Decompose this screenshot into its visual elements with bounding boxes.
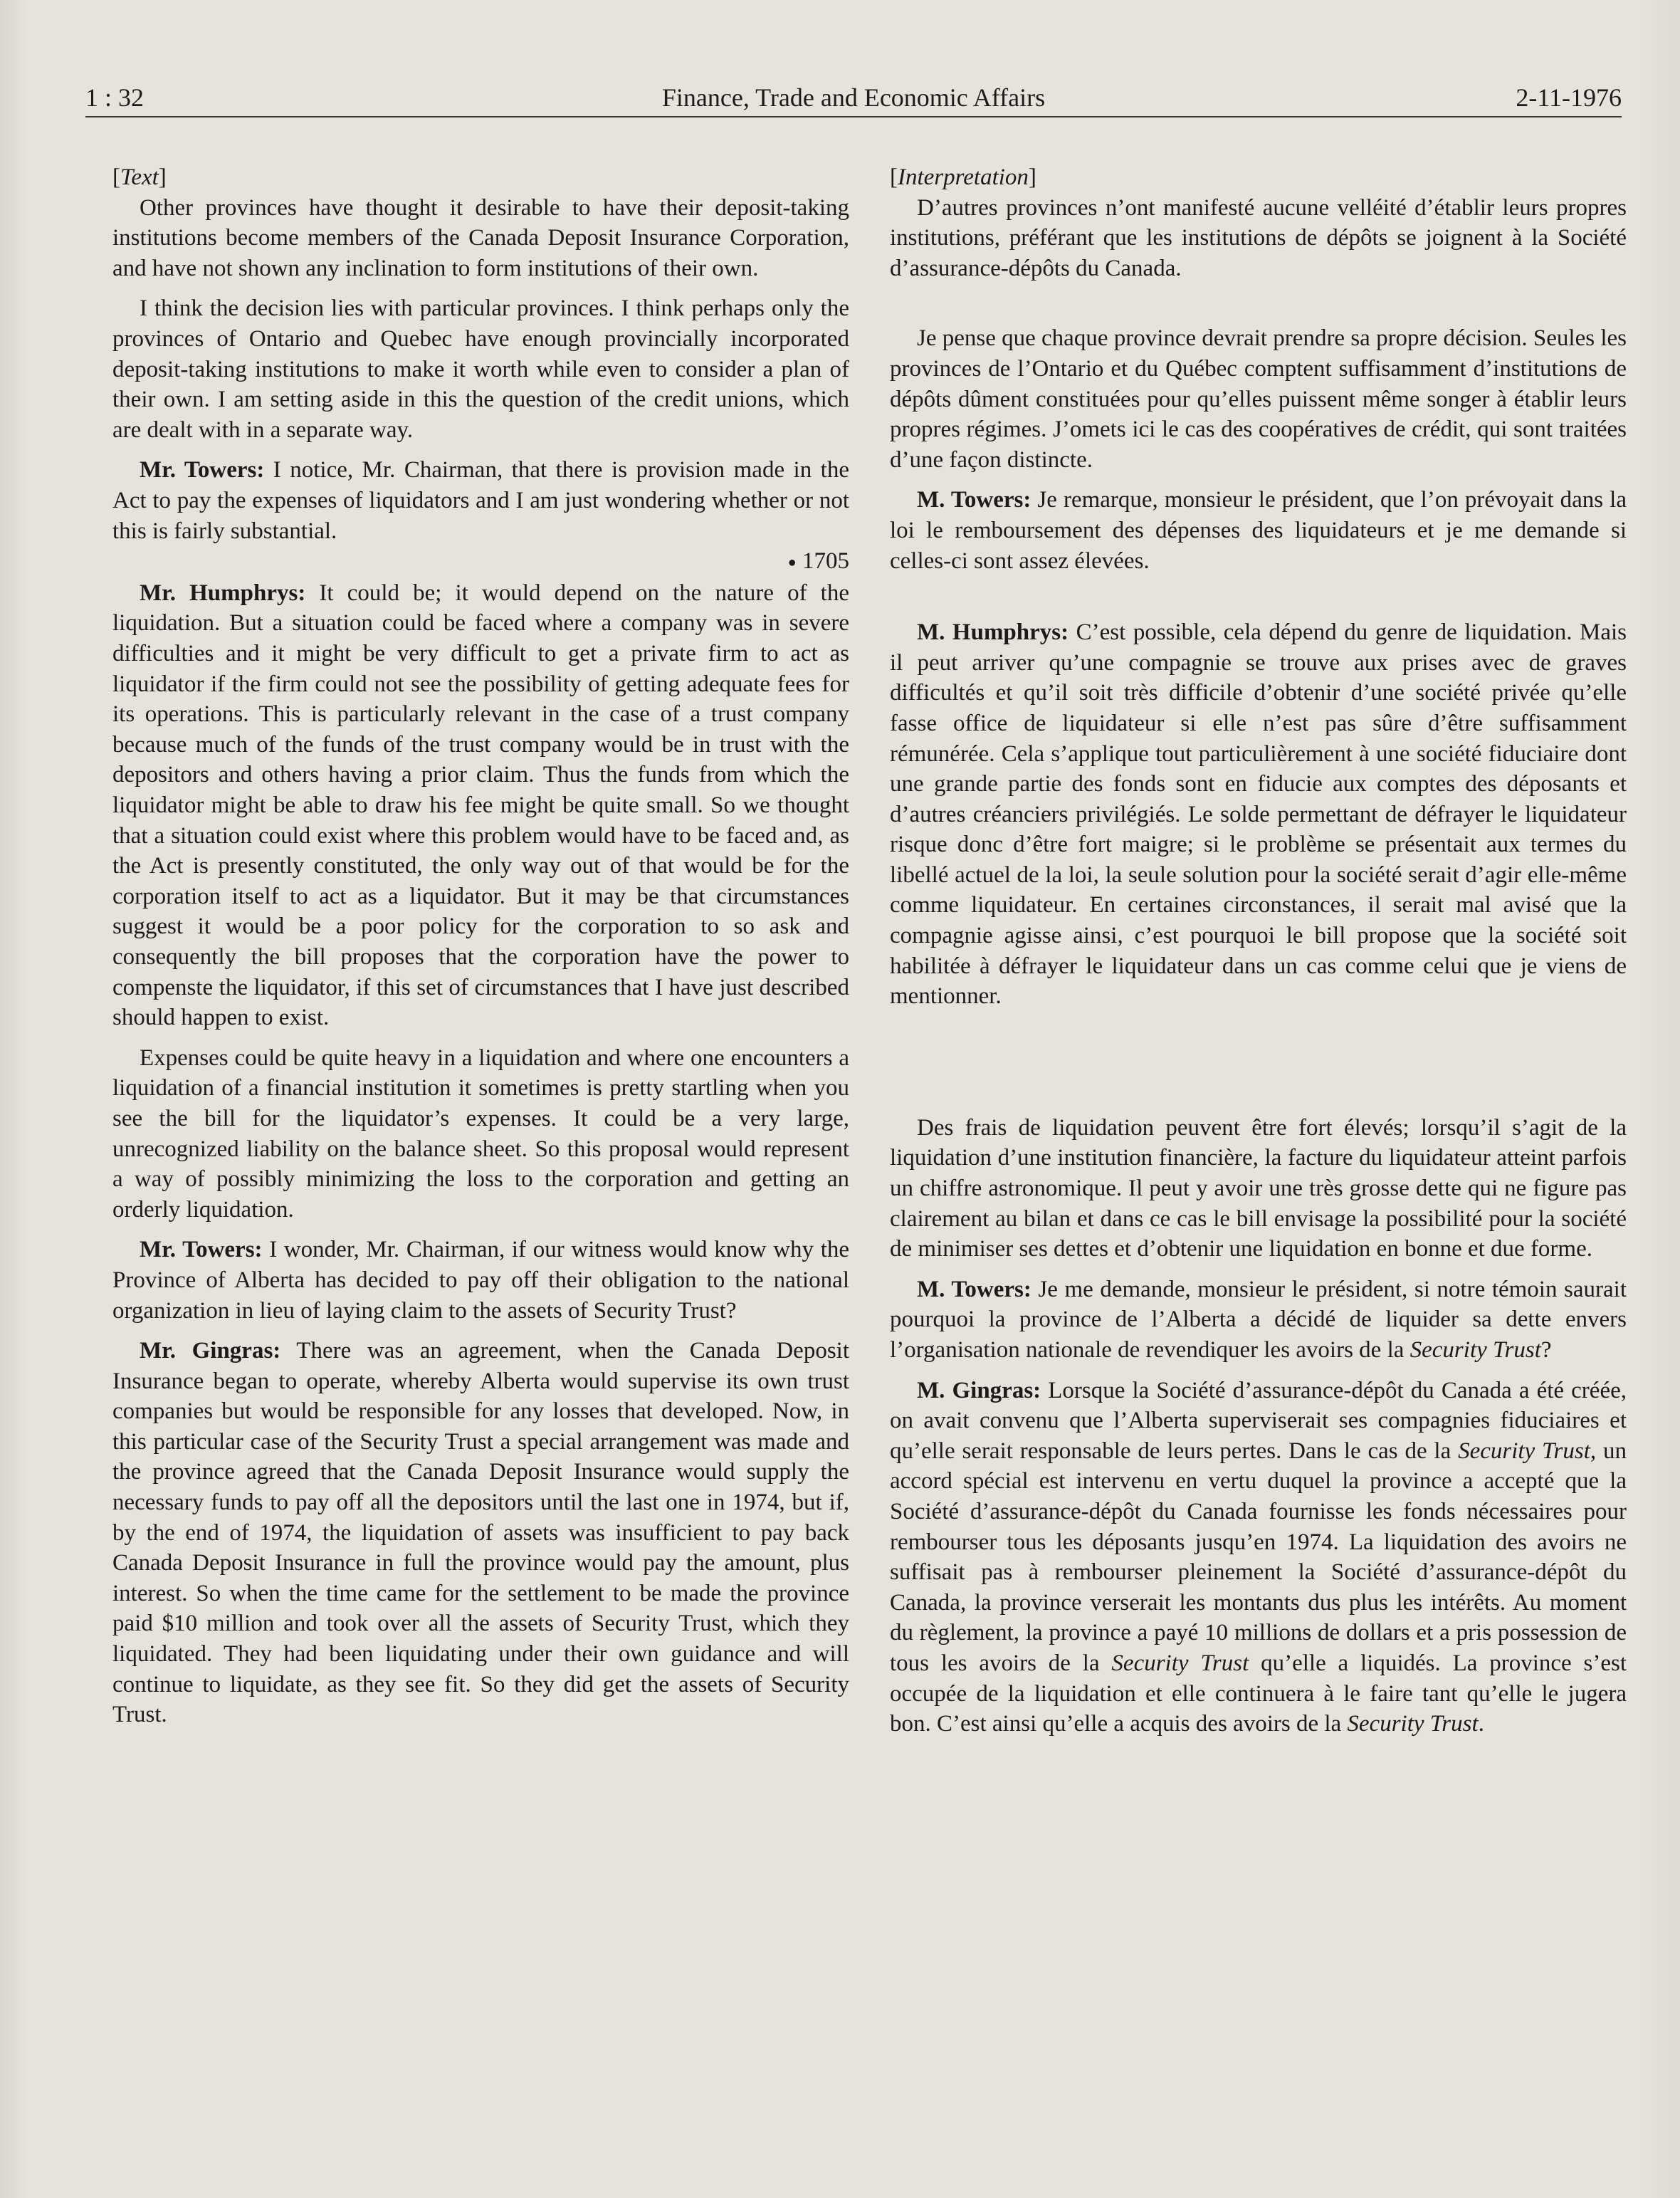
section-label-text: [Text]: [112, 164, 167, 190]
speech-text: There was an agreement, when the Canada Deposit Insurance began to operate, whereby Alberta would supervise its own trust companies but would be responsible for any losses that developed. Now, in this particular case of the Security Trust a special arrangement was made and the province agreed that the Canada Deposit Insurance would supply the necessary funds to pay off all the depositors until the last one in 1974, but if, by the end of 1974, the liquidation of assets was insufficient to pay back Canada Deposit Insurance in full the province would pay the amount, plus interest. So when the time came for the settlement to be made the province paid $10 million and took over all the assets of Security Trust, which they liquidated. They had been liquidating under their own guidance and will continue to liquidate, as they see fit. So they did get the assets of Security Trust.: [112, 1338, 849, 1728]
french-column: [890, 162, 1627, 1739]
speech-text: C’est possible, cela dépend du genre de liquidation. Mais il peut arriver qu’une compagnie se trouve aux prises avec de graves difficultés et qu’il soit très difficile d’obtenir d’une société privée qu’elle fasse office de liquidateur si elle n’est pas sûre d’être suffisamment rémunérée. Cela s’applique tout particulièrement à une société fiduciaire dont une grande partie des fonds sont en fiducie aux comptes des déposants et d’autres créanciers privilégiés. Le solde permettant de défrayer le liquidateur risque donc d’être fort maigre; si le problème se présentait aux termes du libellé actuel de la loi, la seule solution pour la société serait d’agir elle-même comme liquidateur. En certaines circonstances, il serait mal avisé que la compagnie agisse ainsi, c’est pourquoi le bill propose que la société soit habilitée à défrayer le liquidateur dans un cas comme celui que je viens de mentionner.: [890, 619, 1627, 1010]
speaker-name: Mr. Gingras:: [140, 1338, 281, 1364]
speech-text: Je remarque, monsieur le président, que l’on prévoyait dans la loi le remboursement des dépenses des liquidateurs et je me demande si celles-ci sont assez élevées.: [890, 487, 1627, 574]
timestamp: ● 1705: [787, 548, 849, 575]
page-date: 2-11-1976: [1516, 83, 1622, 112]
paragraph: Des frais de liquidation peuvent être fort élevés; lorsqu’il s’agit de la liquidation d’une institution financière, la facture du liquidateur atteint parfois un chiffre astronomique. Il peut y avoir une très grosse dette qui ne figure pas clairement au bilan et dans ce cas le bill envisage la possibilité pour la société de minimiser ses dettes et d’obtenir une liquidation en bonne et due forme.: [890, 1114, 1627, 1262]
speaker-name: M. Towers:: [917, 1276, 1031, 1302]
speaker-name: Mr. Humphrys:: [140, 580, 306, 606]
speech-towers-2: [112, 1235, 849, 1326]
speech-text: Je me demande, monsieur le président, si notre témoin saurait pourquoi la province de l’Alberta a décidé de liquider sa dette envers l’organisation nationale de revendiquer les avoirs de la: [890, 1276, 1627, 1363]
speech-humphrys: [890, 617, 1627, 1012]
italic-term: Security Trust: [1409, 1337, 1541, 1363]
speech-humphrys: [112, 578, 849, 1033]
speaker-name: M. Gingras:: [917, 1377, 1041, 1403]
speech-gingras: [112, 1336, 849, 1730]
speech-towers-1: [890, 485, 1627, 576]
paragraph: I think the decision lies with particular provinces. I think perhaps only the provinces of Ontario and Quebec have enough provincially incorporated deposit-taking institutions to make it worth while even to consider a plan of their own. I am setting aside in this the question of the credit unions, which are dealt with in a separate way.: [112, 295, 849, 443]
speech-towers-1: [112, 455, 849, 546]
italic-term: Security Trust: [1458, 1438, 1590, 1464]
speaker-name: M. Towers:: [917, 487, 1031, 513]
paragraph: Expenses could be quite heavy in a liquidation and where one encounters a liquidation of a financial institution it sometimes is pretty startling when you see the bill for the liquidator’s expenses. It could be a very large, unrecognized liability on the balance sheet. So this proposal would represent a way of possibly minimizing the loss to the corporation and getting an orderly liquidation.: [112, 1045, 849, 1223]
paragraph: Je pense que chaque province devrait prendre sa propre décision. Seules les provinces de l’Ontario et du Québec comptent suffisamment d’institutions de dépôts dûment constituées pour qu’elles puissent même songer à établir leurs propres régimes. J’omets ici le cas des coopératives de crédit, qui sont traitées d’une façon distincte.: [890, 325, 1627, 473]
bullet-icon: ●: [787, 555, 797, 571]
speech-gingras: M. Gingras: Lorsque la Société d’assurance-dépôt du Canada a été créée, on avait convenu que l’Alberta superviserait ses compagnies fiduciaires et qu’elle serait responsable de leurs pertes. Dans le cas de la Security Trust, un accord spécial est intervenu en vertu duquel la province a accepté que la Société d’assurance-dépôt du Canada fournisse les fonds nécessaires pour rembourser tous les déposants jusqu’en 1974. La liquidation des avoirs ne suffisait pas à rembourser pleinement la Société d’assurance-dépôt du Canada, la province verserait les montants dus plus les intérêts. Au moment du règlement, la province a payé 10 millions de dollars et a pris possession de tous les avoirs de la Security Trust qu’elle a liquidés. La province s’est occupée de la liquidation et elle continuera à le faire tant qu’elle le jugera bon. C’est ainsi qu’elle a acquis des avoirs de la Security Trust.: [890, 1377, 1627, 1737]
speech-text: It could be; it would depend on the nature of the liquidation. But a situation could be faced where a company was in severe difficulties and it might be very difficult to get a private firm to act as liquidator if the firm could not see the possibility of getting adequate fees for its operations. This is particularly relevant in the case of a trust company because much of the funds of the trust company would be in trust with the depositors and others having a prior claim. Thus the funds from which the liquidator might be able to draw his fee might be quite small. So we thought that a situation could exist where this problem would have to be faced and, as the Act is presently constituted, the only way out of that would be for the corporation itself to act as a liquidator. But it may be that circumstances suggest it would be a poor policy for the corporation to so ask and consequently the bill proposes that the corporation have the power to compenste the liquidator, if this set of circumstances that I have just described should happen to exist.: [112, 580, 849, 1031]
speech-text: I notice, Mr. Chairman, that there is provision made in the Act to pay the expenses of liquidators and I am just wondering whether or not this is fairly substantial.: [112, 457, 849, 544]
page-number: 1 : 32: [85, 83, 145, 112]
italic-term: Security Trust: [1111, 1650, 1249, 1676]
page-title: Finance, Trade and Economic Affairs: [661, 83, 1046, 112]
section-label-interpretation: [Interpretation]: [890, 164, 1036, 190]
speech-text: I wonder, Mr. Chairman, if our witness would know why the Province of Alberta has decided to pay off their obligation to the national organization in lieu of laying claim to the assets of Security Trust?: [112, 1237, 850, 1324]
paragraph: Other provinces have thought it desirable to have their deposit-taking institutions become members of the Canada Deposit Insurance Corporation, and have not shown any inclination to form institutions of their own.: [112, 194, 849, 281]
speaker-name: M. Humphrys:: [917, 619, 1069, 646]
speech-towers-2: M. Towers: Je me demande, monsieur le président, si notre témoin saurait pourquoi la province de l’Alberta a décidé de liquider sa dette envers l’organisation nationale de revendiquer les avoirs de la Security Trust?: [890, 1276, 1627, 1363]
italic-term: Security Trust: [1347, 1711, 1479, 1737]
speech-text: Lorsque la Société d’assurance-dépôt du Canada a été créée, on avait convenu que l’Alberta superviserait ses compagnies fiduciaires et qu’elle serait responsable de leurs pertes. Dans le cas de la: [890, 1377, 1627, 1464]
speaker-name: Mr. Towers:: [140, 457, 265, 483]
page-header: [85, 82, 1622, 117]
paragraph: D’autres provinces n’ont manifesté aucune velléité d’établir leurs propres institutions, préférant que les institutions de dépôts se joignent à la Société d’assurance-dépôts du Canada.: [890, 194, 1627, 281]
speaker-name: Mr. Towers:: [140, 1237, 263, 1263]
english-column: [112, 162, 849, 1730]
